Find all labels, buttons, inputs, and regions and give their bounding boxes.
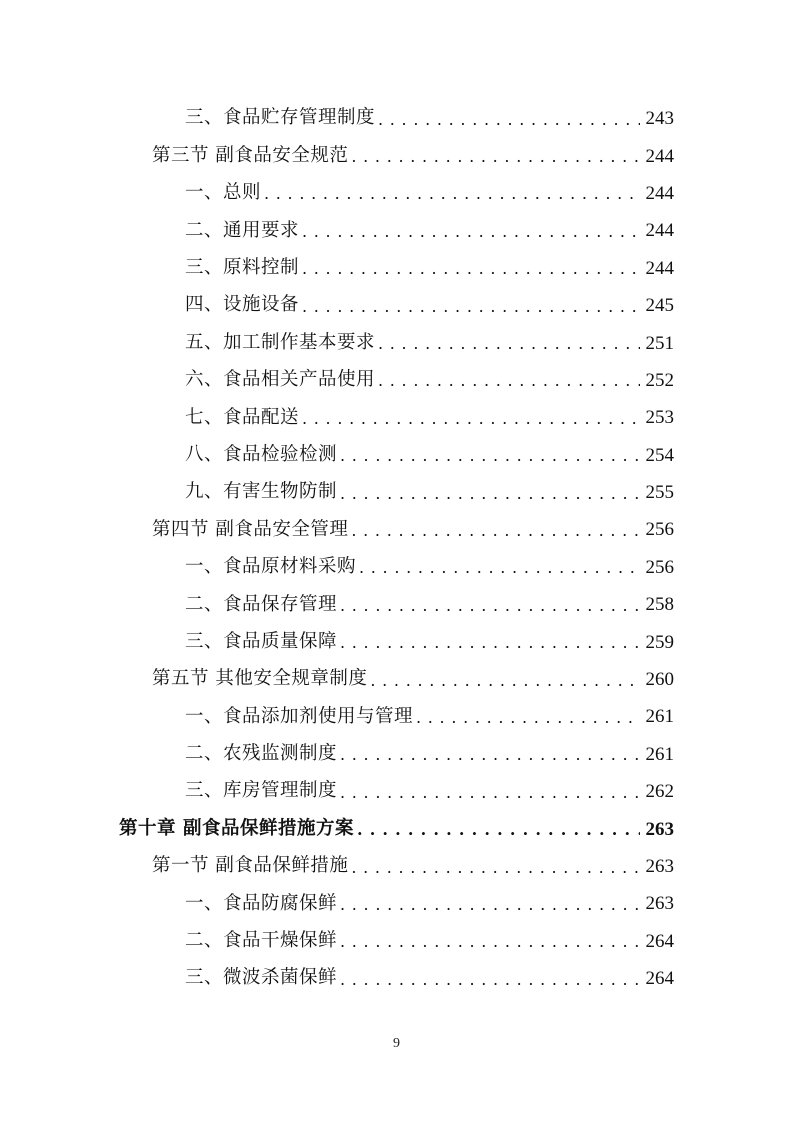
toc-dot-leader	[370, 673, 639, 689]
toc-entry[interactable]	[0, 773, 793, 810]
toc-entry-page: 264	[645, 968, 674, 990]
toc-entry[interactable]	[0, 923, 793, 960]
toc-entry-label: 第五节 其他安全规章制度	[152, 668, 368, 690]
toc-dot-leader	[340, 747, 639, 763]
toc-entry-label: 二、通用要求	[185, 219, 300, 241]
toc-dot-leader	[340, 785, 639, 801]
toc-entry-page: 243	[645, 108, 674, 130]
toc-entry-page: 261	[645, 743, 674, 765]
toc-entry-label: 三、食品质量保障	[185, 630, 338, 652]
toc-entry-label: 第十章 副食品保鲜措施方案	[119, 817, 354, 839]
toc-entry[interactable]	[0, 287, 793, 324]
toc-entry-page: 259	[645, 631, 674, 653]
toc-entry-label: 八、食品检验检测	[185, 443, 338, 465]
toc-entry-label: 二、农残监测制度	[185, 743, 338, 765]
toc-entry-label: 一、食品防腐保鲜	[185, 892, 338, 914]
toc-chapter-entry[interactable]	[0, 810, 793, 847]
toc-dot-leader	[351, 523, 639, 539]
toc-entry-page: 252	[645, 369, 674, 391]
toc-dot-leader	[351, 149, 639, 165]
table-of-contents	[0, 100, 793, 997]
toc-dot-leader	[378, 373, 639, 389]
toc-dot-leader	[302, 299, 639, 315]
toc-dot-leader	[378, 112, 639, 128]
toc-dot-leader	[340, 486, 639, 502]
toc-entry[interactable]	[0, 175, 793, 212]
toc-entry-page: 262	[645, 781, 674, 803]
toc-dot-leader	[340, 635, 639, 651]
toc-entry-label: 三、原料控制	[185, 257, 300, 278]
toc-entry-label: 二、食品保存管理	[185, 593, 338, 615]
toc-entry-page: 253	[645, 407, 674, 429]
toc-dot-leader	[340, 972, 639, 988]
toc-entry-label: 七、食品配送	[185, 406, 300, 428]
toc-entry[interactable]	[0, 137, 793, 174]
toc-entry-page: 244	[645, 182, 674, 204]
toc-entry-label: 一、食品添加剂使用与管理	[185, 705, 414, 727]
toc-entry[interactable]	[0, 848, 793, 885]
toc-entry[interactable]	[0, 212, 793, 249]
toc-dot-leader	[378, 336, 639, 352]
toc-entry-page: 251	[645, 332, 674, 354]
toc-entry-label: 二、食品干燥保鲜	[185, 930, 338, 952]
toc-entry-page: 244	[645, 220, 674, 242]
toc-entry-page: 256	[645, 556, 674, 578]
toc-entry[interactable]	[0, 549, 793, 586]
toc-dot-leader	[264, 186, 639, 202]
toc-entry-label: 第三节 副食品安全规范	[152, 144, 349, 166]
page-number: 9	[393, 1036, 400, 1051]
toc-entry-page: 244	[645, 257, 674, 279]
toc-entry-label: 五、加工制作基本要求	[185, 331, 376, 353]
toc-entry-page: 263	[645, 856, 674, 877]
toc-dot-leader	[340, 598, 639, 614]
toc-entry-label: 四、设施设备	[185, 294, 300, 316]
toc-dot-leader	[340, 897, 639, 913]
toc-entry-page: 254	[645, 444, 674, 466]
toc-entry[interactable]	[0, 623, 793, 660]
toc-dot-leader	[302, 224, 639, 240]
toc-entry-label: 一、总则	[185, 182, 262, 204]
toc-entry-page: 244	[645, 145, 674, 167]
toc-entry-page: 255	[645, 482, 674, 504]
toc-entry-label: 六、食品相关产品使用	[185, 369, 376, 391]
toc-entry-label: 第一节 副食品保鲜措施	[152, 855, 349, 877]
toc-entry[interactable]	[0, 324, 793, 361]
toc-entry[interactable]	[0, 511, 793, 548]
toc-entry-label: 三、食品贮存管理制度	[185, 107, 376, 129]
toc-entry[interactable]	[0, 586, 793, 623]
toc-dot-leader	[302, 261, 639, 277]
toc-entry[interactable]	[0, 362, 793, 399]
toc-entry[interactable]	[0, 399, 793, 436]
toc-entry-page: 263	[645, 893, 674, 915]
toc-entry[interactable]	[0, 736, 793, 773]
toc-entry-page: 260	[645, 669, 674, 691]
toc-dot-leader	[351, 860, 639, 876]
toc-entry-label: 九、有害生物防制	[185, 481, 338, 503]
toc-entry[interactable]	[0, 960, 793, 997]
toc-entry-label: 三、库房管理制度	[185, 780, 338, 802]
toc-dot-leader	[357, 822, 640, 838]
toc-dot-leader	[340, 934, 639, 950]
toc-entry-page: 245	[645, 295, 674, 317]
toc-entry-page: 264	[645, 930, 674, 952]
toc-entry[interactable]	[0, 885, 793, 922]
toc-entry[interactable]	[0, 474, 793, 511]
toc-entry[interactable]	[0, 698, 793, 735]
toc-dot-leader	[302, 411, 639, 427]
toc-entry-page: 263	[645, 818, 674, 840]
toc-entry[interactable]	[0, 661, 793, 698]
toc-entry-page: 261	[645, 706, 674, 728]
toc-entry-label: 三、微波杀菌保鲜	[185, 967, 338, 989]
toc-entry-label: 第四节 副食品安全管理	[152, 518, 349, 540]
toc-dot-leader	[416, 710, 639, 726]
toc-entry[interactable]	[0, 250, 793, 287]
toc-entry[interactable]	[0, 100, 793, 137]
toc-dot-leader	[340, 448, 639, 464]
toc-entry-page: 258	[645, 594, 674, 616]
toc-entry-label: 一、食品原材料采购	[185, 556, 357, 578]
toc-entry-page: 256	[645, 519, 674, 541]
toc-dot-leader	[359, 560, 639, 576]
toc-entry[interactable]	[0, 437, 793, 474]
